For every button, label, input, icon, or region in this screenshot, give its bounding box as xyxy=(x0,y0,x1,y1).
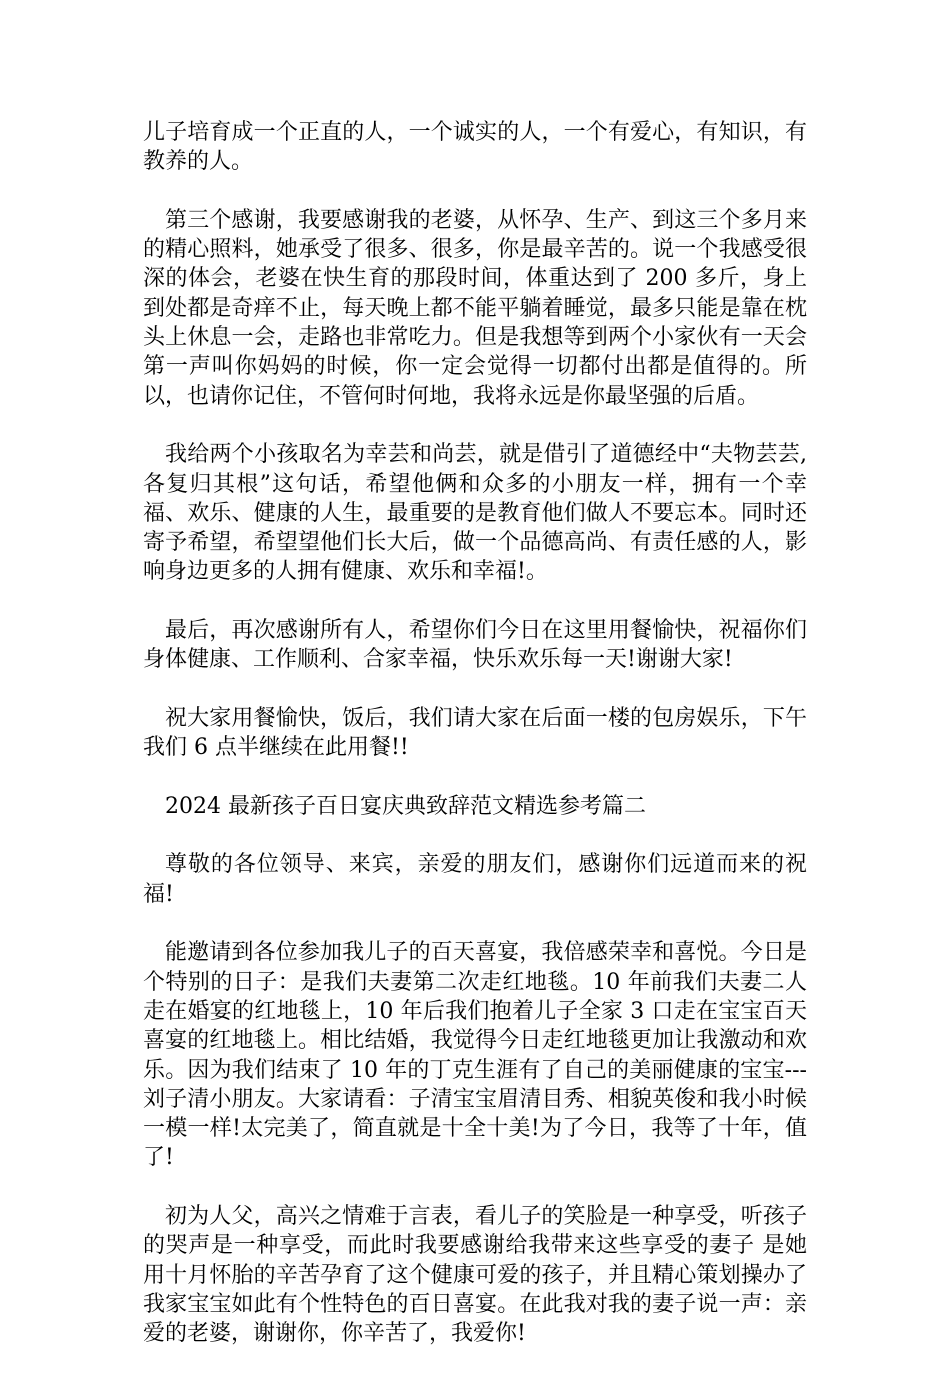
paragraph-continued: 儿子培育成一个正直的人，一个诚实的人，一个有爱心，有知识，有教养的人。 xyxy=(143,120,807,175)
document-page xyxy=(143,118,807,1378)
section-heading: 2024 最新孩子百日宴庆典致辞范文精选参考篇二 xyxy=(165,793,646,819)
paragraph-closing-thanks: 最后，再次感谢所有人，希望你们今日在这里用餐愉快，祝福你们身体健康、工作顺利、合家幸福，快乐欢乐每一天!谢谢大家! xyxy=(143,618,807,673)
paragraph-new-father: 初为人父，高兴之情难于言表，看儿子的笑脸是一种享受，听孩子的哭声是一种享受，而此时我要感谢给我带来这些享受的妻子 是她用十月怀胎的辛苦孕育了这个健康可爱的孩子，并且精心策划操办了我家宝宝如此有个性特色的百日喜宴。在此我对我的妻子说一声：亲爱的老婆，谢谢你，你辛苦了，我爱你! xyxy=(143,1203,807,1347)
paragraph-hundred-days: 能邀请到各位参加我儿子的百天喜宴，我倍感荣幸和喜悦。今日是个特别的日子：是我们夫妻第二次走红地毯。10 年前我们夫妻二人走在婚宴的红地毯上，10 年后我们抱着儿子全家 3 口走在宝宝百天喜宴的红地毯上。相比结婚，我觉得今日走红地毯更加让我激动和欢乐。因为我们结束了 10 年的丁克生涯有了自己的美丽健康的宝宝---刘子清小朋友。大家请看：子清宝宝眉清目秀、相貌英俊和我小时候一模一样!太完美了，简直就是十全十美!为了今日，我等了十年，值了! xyxy=(143,940,807,1171)
paragraph-dining-note: 祝大家用餐愉快，饭后，我们请大家在后面一楼的包房娱乐，下午我们 6 点半继续在此用餐!! xyxy=(143,705,807,761)
paragraph-greeting: 尊敬的各位领导、来宾，亲爱的朋友们，感谢你们远道而来的祝福! xyxy=(143,852,807,907)
paragraph-thanks-wife: 第三个感谢，我要感谢我的老婆，从怀孕、生产、到这三个多月来的精心照料，她承受了很多、很多，你是最辛苦的。说一个我感受很深的体会，老婆在快生育的那段时间，体重达到了 200 多斤，身上到处都是奇痒不止，每天晚上都不能平躺着睡觉，最多只能是靠在枕头上休息一会，走路也非常吃力。但是我想等到两个小家伙有一天会第一声叫你妈妈的时候，你一定会觉得一切都付出都是值得的。所以，也请你记住，不管何时何地，我将永远是你最坚强的后盾。 xyxy=(143,207,807,409)
paragraph-names: 我给两个小孩取名为幸芸和尚芸，就是借引了道德经中“夫物芸芸,各复归其根”这句话，希望他俩和众多的小朋友一样，拥有一个幸福、欢乐、健康的人生，最重要的是教育他们做人不要忘本。同时还寄予希望，希望望他们长大后，做一个品德高尚、有责任感的人，影响身边更多的人拥有健康、欢乐和幸福!。 xyxy=(143,442,807,585)
